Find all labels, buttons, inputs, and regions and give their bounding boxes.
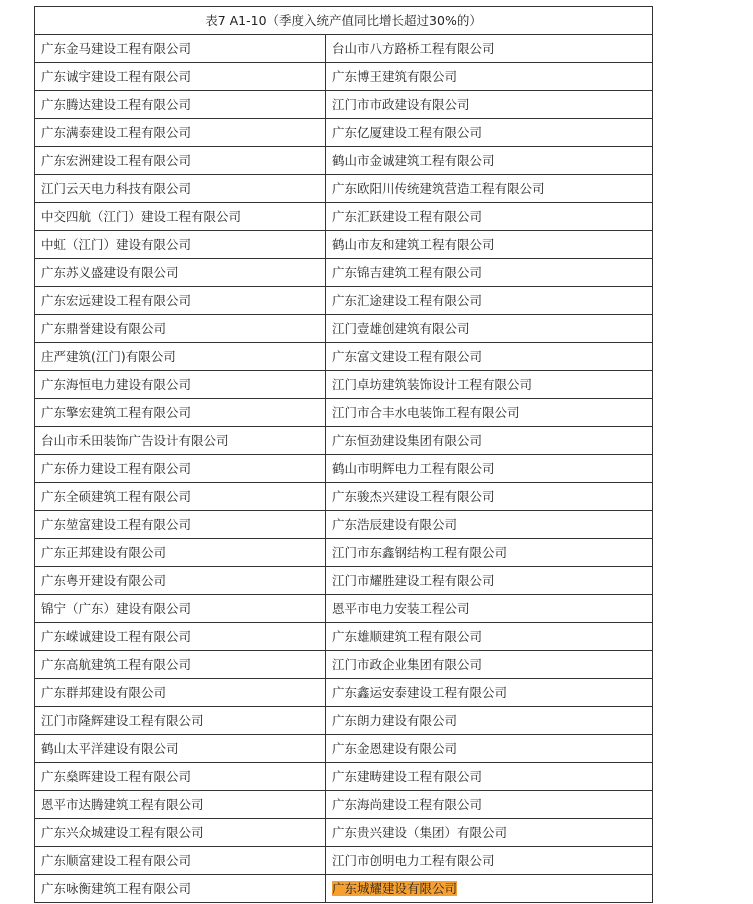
- company-cell-left: [35, 707, 326, 735]
- company-table: [34, 6, 653, 903]
- company-cell-left: [35, 483, 326, 511]
- company-cell-left: [35, 371, 326, 399]
- company-cell-left: [35, 259, 326, 287]
- table-row: [35, 35, 653, 63]
- table-row: [35, 595, 653, 623]
- company-name: 庄严建筑(江门)有限公司: [41, 349, 176, 364]
- table-row: [35, 763, 653, 791]
- company-cell-right: [326, 875, 653, 903]
- company-cell-right: [326, 567, 653, 595]
- company-cell-right: [326, 455, 653, 483]
- company-cell-right: [326, 91, 653, 119]
- company-cell-right: [326, 623, 653, 651]
- company-cell-left: [35, 595, 326, 623]
- company-name: 广东群邦建设有限公司: [41, 685, 167, 700]
- company-cell-right: [326, 119, 653, 147]
- table-row: [35, 203, 653, 231]
- company-name: 广东燊晖建设工程有限公司: [41, 769, 192, 784]
- company-cell-left: [35, 427, 326, 455]
- company-cell-right: [326, 483, 653, 511]
- company-cell-right: [326, 511, 653, 539]
- company-cell-right: [326, 763, 653, 791]
- table-row: [35, 119, 653, 147]
- company-cell-right: [326, 231, 653, 259]
- company-name: 广东宏远建设工程有限公司: [41, 293, 192, 308]
- company-name: 江门市创明电力工程有限公司: [332, 853, 495, 868]
- company-name: 中交四航（江门）建设工程有限公司: [41, 209, 242, 224]
- company-cell-right: [326, 147, 653, 175]
- company-name: 广东擎宏建筑工程有限公司: [41, 405, 192, 420]
- company-cell-right: [326, 651, 653, 679]
- table-row: [35, 455, 653, 483]
- company-name: 江门壹雄创建筑有限公司: [332, 321, 470, 336]
- company-name: 广东朗力建设有限公司: [332, 713, 458, 728]
- company-cell-right: [326, 203, 653, 231]
- table-row: [35, 651, 653, 679]
- table-title-row: [35, 7, 653, 35]
- company-cell-left: [35, 679, 326, 707]
- company-cell-left: [35, 539, 326, 567]
- company-cell-left: [35, 819, 326, 847]
- company-cell-right: [326, 35, 653, 63]
- company-name: 广东满泰建设工程有限公司: [41, 125, 192, 140]
- company-name: 广东腾达建设工程有限公司: [41, 97, 192, 112]
- company-cell-left: [35, 399, 326, 427]
- table-body: [35, 7, 653, 903]
- company-name: 广东粤开建设有限公司: [41, 573, 167, 588]
- company-name: 广东诚宇建设工程有限公司: [41, 69, 192, 84]
- company-cell-right: [326, 63, 653, 91]
- company-name: 广东海恒电力建设有限公司: [41, 377, 192, 392]
- company-name: 广东恒劲建设集团有限公司: [332, 433, 483, 448]
- company-name: 广东正邦建设有限公司: [41, 545, 167, 560]
- table-row: [35, 343, 653, 371]
- company-cell-right: [326, 399, 653, 427]
- company-name: 广东苏义盛建设有限公司: [41, 265, 179, 280]
- table-row: [35, 147, 653, 175]
- table-row: [35, 567, 653, 595]
- company-name: 广东汇跃建设工程有限公司: [332, 209, 483, 224]
- company-cell-left: [35, 287, 326, 315]
- table-row: [35, 399, 653, 427]
- company-name: 广东博王建筑有限公司: [332, 69, 458, 84]
- company-cell-left: [35, 315, 326, 343]
- company-name: 广东浩辰建设有限公司: [332, 517, 458, 532]
- company-name: 江门市合丰水电装饰工程有限公司: [332, 405, 520, 420]
- company-cell-left: [35, 147, 326, 175]
- company-name: 江门市耀胜建设工程有限公司: [332, 573, 495, 588]
- company-name: 鹤山市金诚建筑工程有限公司: [332, 153, 495, 168]
- company-name: 鹤山太平洋建设有限公司: [41, 741, 179, 756]
- table-row: [35, 483, 653, 511]
- company-name: 广东雄顺建筑工程有限公司: [332, 629, 483, 644]
- company-cell-left: [35, 847, 326, 875]
- company-name: 广东欧阳川传统建筑营造工程有限公司: [332, 181, 545, 196]
- table-row: [35, 371, 653, 399]
- company-name: 江门市东鑫钢结构工程有限公司: [332, 545, 508, 560]
- company-name: 江门市政企业集团有限公司: [332, 657, 483, 672]
- company-cell-right: [326, 427, 653, 455]
- company-cell-left: [35, 511, 326, 539]
- company-cell-left: [35, 231, 326, 259]
- company-name: 广东兴众城建设工程有限公司: [41, 825, 204, 840]
- company-cell-left: [35, 735, 326, 763]
- company-cell-left: [35, 35, 326, 63]
- company-name: 广东堃富建设工程有限公司: [41, 517, 192, 532]
- table-row: [35, 679, 653, 707]
- company-cell-left: [35, 119, 326, 147]
- table-row: [35, 63, 653, 91]
- table-row: [35, 231, 653, 259]
- company-cell-right: [326, 259, 653, 287]
- company-name: 广东顺富建设工程有限公司: [41, 853, 192, 868]
- company-cell-left: [35, 203, 326, 231]
- company-cell-left: [35, 455, 326, 483]
- company-cell-right: [326, 343, 653, 371]
- company-name: 江门卓坊建筑装饰设计工程有限公司: [332, 377, 533, 392]
- table-row: [35, 315, 653, 343]
- company-name: 广东鼎誉建设有限公司: [41, 321, 167, 336]
- company-cell-left: [35, 567, 326, 595]
- table-row: [35, 791, 653, 819]
- company-cell-right: [326, 847, 653, 875]
- company-name: 江门市隆辉建设工程有限公司: [41, 713, 204, 728]
- company-name: 广东嵘诚建设工程有限公司: [41, 629, 192, 644]
- table-row: [35, 287, 653, 315]
- company-name: 台山市八方路桥工程有限公司: [332, 41, 495, 56]
- table-row: [35, 623, 653, 651]
- company-name: 广东金马建设工程有限公司: [41, 41, 192, 56]
- company-cell-right: [326, 791, 653, 819]
- table-row: [35, 539, 653, 567]
- company-cell-left: [35, 651, 326, 679]
- company-name: 广东锦吉建筑工程有限公司: [332, 265, 483, 280]
- company-cell-right: [326, 679, 653, 707]
- company-cell-right: [326, 595, 653, 623]
- table-row: [35, 735, 653, 763]
- table-row: [35, 427, 653, 455]
- company-name: 广东汇途建设工程有限公司: [332, 293, 483, 308]
- table-row: [35, 175, 653, 203]
- company-name: 恩平市电力安装工程公司: [332, 601, 470, 616]
- company-name: 广东宏洲建设工程有限公司: [41, 153, 192, 168]
- table-row: [35, 847, 653, 875]
- table-row: [35, 91, 653, 119]
- company-name: 广东富文建设工程有限公司: [332, 349, 483, 364]
- company-name: 中虹（江门）建设有限公司: [41, 237, 192, 252]
- company-cell-left: [35, 763, 326, 791]
- company-name: 广东全硕建筑工程有限公司: [41, 489, 192, 504]
- company-cell-left: [35, 63, 326, 91]
- company-name: 鹤山市明辉电力工程有限公司: [332, 461, 495, 476]
- company-cell-left: [35, 91, 326, 119]
- company-cell-right: [326, 707, 653, 735]
- company-cell-left: [35, 875, 326, 903]
- company-name: 广东骏杰兴建设工程有限公司: [332, 489, 495, 504]
- company-cell-right: [326, 315, 653, 343]
- company-name: 广东海尚建设工程有限公司: [332, 797, 483, 812]
- company-name: 广东咏衡建筑工程有限公司: [41, 881, 192, 896]
- company-cell-right: [326, 175, 653, 203]
- company-name: 广东亿厦建设工程有限公司: [332, 125, 483, 140]
- company-cell-right: [326, 819, 653, 847]
- company-name: 广东贵兴建设（集团）有限公司: [332, 825, 508, 840]
- table-title: 表7 A1-10（季度入统产值同比增长超过30%的）: [35, 7, 653, 35]
- company-cell-right: [326, 287, 653, 315]
- table-row: [35, 875, 653, 903]
- company-name: 广东高航建筑工程有限公司: [41, 657, 192, 672]
- company-cell-left: [35, 175, 326, 203]
- table-row: [35, 259, 653, 287]
- company-name: 恩平市达腾建筑工程有限公司: [41, 797, 204, 812]
- company-cell-left: [35, 791, 326, 819]
- table-row: [35, 707, 653, 735]
- company-cell-right: [326, 371, 653, 399]
- company-name: 台山市禾田装饰广告设计有限公司: [41, 433, 229, 448]
- table-row: [35, 511, 653, 539]
- company-cell-right: [326, 735, 653, 763]
- company-cell-left: [35, 343, 326, 371]
- company-name: 广东侨力建设工程有限公司: [41, 461, 192, 476]
- company-name: 广东城耀建设有限公司: [332, 881, 458, 896]
- company-name: 锦宁（广东）建设有限公司: [41, 601, 192, 616]
- company-name: 广东鑫运安泰建设工程有限公司: [332, 685, 508, 700]
- table-row: [35, 819, 653, 847]
- company-name: 江门云天电力科技有限公司: [41, 181, 192, 196]
- company-cell-left: [35, 623, 326, 651]
- company-name: 广东金恩建设有限公司: [332, 741, 458, 756]
- company-name: 鹤山市友和建筑工程有限公司: [332, 237, 495, 252]
- company-cell-right: [326, 539, 653, 567]
- company-name: 广东建畴建设工程有限公司: [332, 769, 483, 784]
- company-name: 江门市市政建设有限公司: [332, 97, 470, 112]
